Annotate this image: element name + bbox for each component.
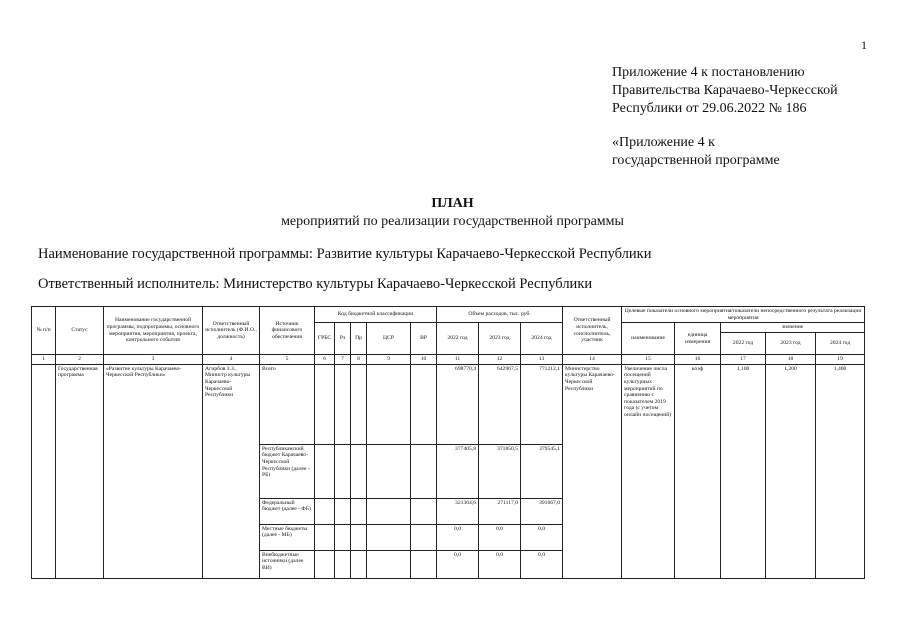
column-number: 6 [315, 355, 335, 365]
executor-line: Ответственный исполнитель: Министерство культуры Карачаево-Черкесской Республики [38, 276, 593, 292]
program-status: Государственная программа [56, 364, 104, 578]
amount-2023: 371850,5 [479, 444, 521, 498]
column-number: 3 [104, 355, 203, 365]
column-number: 8 [351, 355, 367, 365]
column-number: 10 [411, 355, 437, 365]
header-pr: Пр [351, 323, 367, 355]
header-value-2023: 2023 год [766, 333, 816, 355]
header-source: Источник финансового обеспечения [260, 307, 315, 355]
amount-2023: 0,0 [479, 550, 521, 578]
amount-2024: 0,0 [521, 550, 563, 578]
header-rz: Рз [335, 323, 351, 355]
program-name: «Развитие культуры Карачаево-Черкесской Республики» [104, 364, 203, 578]
header-indicator-name: наименование [622, 323, 675, 355]
appendix-subheader [612, 134, 780, 170]
header-line: Правительства Карачаево-Черкесской [612, 83, 838, 98]
document-title: ПЛАН [431, 196, 474, 211]
amount-2024: 771212,1 [521, 364, 563, 444]
header-line: государственной программе [612, 153, 780, 168]
column-number: 12 [479, 355, 521, 365]
header-unit: единица измерения [675, 323, 721, 355]
header-expenses: Объем расходов, тыс. руб. [437, 307, 563, 323]
program-responsible: Агирбов З.З., Министр культуры Карачаево-Черкесской Республики [203, 364, 260, 578]
source-cell: Внебюджетные источники (далее ВИ) [260, 550, 315, 578]
column-number: 17 [721, 355, 766, 365]
column-number: 13 [521, 355, 563, 365]
header-status: Статус [56, 307, 104, 355]
source-cell: Федеральный бюджет (далее - ФБ) [260, 498, 315, 524]
header-year-2023: 2023 год [479, 323, 521, 355]
page-number: 1 [861, 38, 867, 52]
amount-2024: 0,0 [521, 524, 563, 550]
header-grbs: ГРБС [315, 323, 335, 355]
column-number: 11 [437, 355, 479, 365]
column-number: 16 [675, 355, 721, 365]
appendix-header [612, 64, 838, 118]
header-num: № п/п [32, 307, 56, 355]
amount-2023: 271117,0 [479, 498, 521, 524]
header-line: Республики от 29.06.2022 № 186 [612, 101, 807, 116]
column-number: 9 [367, 355, 411, 365]
column-number: 4 [203, 355, 260, 365]
header-year-2022: 2022 год [437, 323, 479, 355]
column-number: 1 [32, 355, 56, 365]
amount-2022: 698770,4 [437, 364, 479, 444]
header-line: «Приложение 4 к [612, 135, 715, 150]
indicator-value-2023: 1,200 [766, 364, 816, 578]
header-indicators: Целевые показатели основного мероприятия/показатели непосредственного результата реализации мероприятия [622, 307, 865, 323]
amount-2022: 377405,8 [437, 444, 479, 498]
amount-2022: 0,0 [437, 524, 479, 550]
header-year-2024: 2024 год [521, 323, 563, 355]
header-value-2022: 2022 год [721, 333, 766, 355]
column-number: 2 [56, 355, 104, 365]
header-co-executor: Ответственный исполнитель, соисполнитель, участник [563, 307, 622, 355]
amount-2022: 0,0 [437, 550, 479, 578]
document-subtitle: мероприятий по реализации государственной программы [281, 214, 624, 229]
header-value-2024: 2024 год [816, 333, 865, 355]
plan-table [31, 306, 865, 579]
indicator-unit: коэф [675, 364, 721, 578]
amount-2024: 391667,0 [521, 498, 563, 524]
header-vr: ВР [411, 323, 437, 355]
row-num-cell [32, 364, 56, 578]
amount-2024: 379545,1 [521, 444, 563, 498]
column-number: 14 [563, 355, 622, 365]
header-value: значение [721, 323, 865, 333]
column-number: 5 [260, 355, 315, 365]
source-cell: Всего [260, 364, 315, 444]
header-name: Наименование государственной программы, подпрограммы, основного мероприятия, мероприятия, проекта, контрольного события [104, 307, 203, 355]
header-csr: ЦСР [367, 323, 411, 355]
column-number: 7 [335, 355, 351, 365]
column-numbers-row [32, 355, 865, 365]
column-number: 15 [622, 355, 675, 365]
program-name-line: Наименование государственной программы: Развитие культуры Карачаево-Черкесской Республики [38, 246, 652, 262]
amount-2023: 0,0 [479, 524, 521, 550]
indicator-value-2022: 1,100 [721, 364, 766, 578]
amount-2023: 642967,5 [479, 364, 521, 444]
source-cell: Местные бюджеты (далее - МБ) [260, 524, 315, 550]
table-row [32, 364, 865, 444]
source-cell: Республиканский бюджет Карачаево-Черкесской Республики (далее - РБ) [260, 444, 315, 498]
indicator-value-2024: 1,400 [816, 364, 865, 578]
column-number: 18 [766, 355, 816, 365]
program-co-executor: Министерство культуры Карачаево-Черкесской Республики [563, 364, 622, 578]
header-line: Приложение 4 к постановлению [612, 65, 805, 80]
header-budget-codes: Код бюджетной классификации [315, 307, 437, 323]
indicator-name: Увеличение числа посещений культурных мероприятий по сравнению с показателем 2019 года (с учетом онлайн посещений) [622, 364, 675, 578]
column-number: 19 [816, 355, 865, 365]
amount-2022: 321364,6 [437, 498, 479, 524]
header-responsible: Ответственный исполнитель (Ф.И.О., должность) [203, 307, 260, 355]
